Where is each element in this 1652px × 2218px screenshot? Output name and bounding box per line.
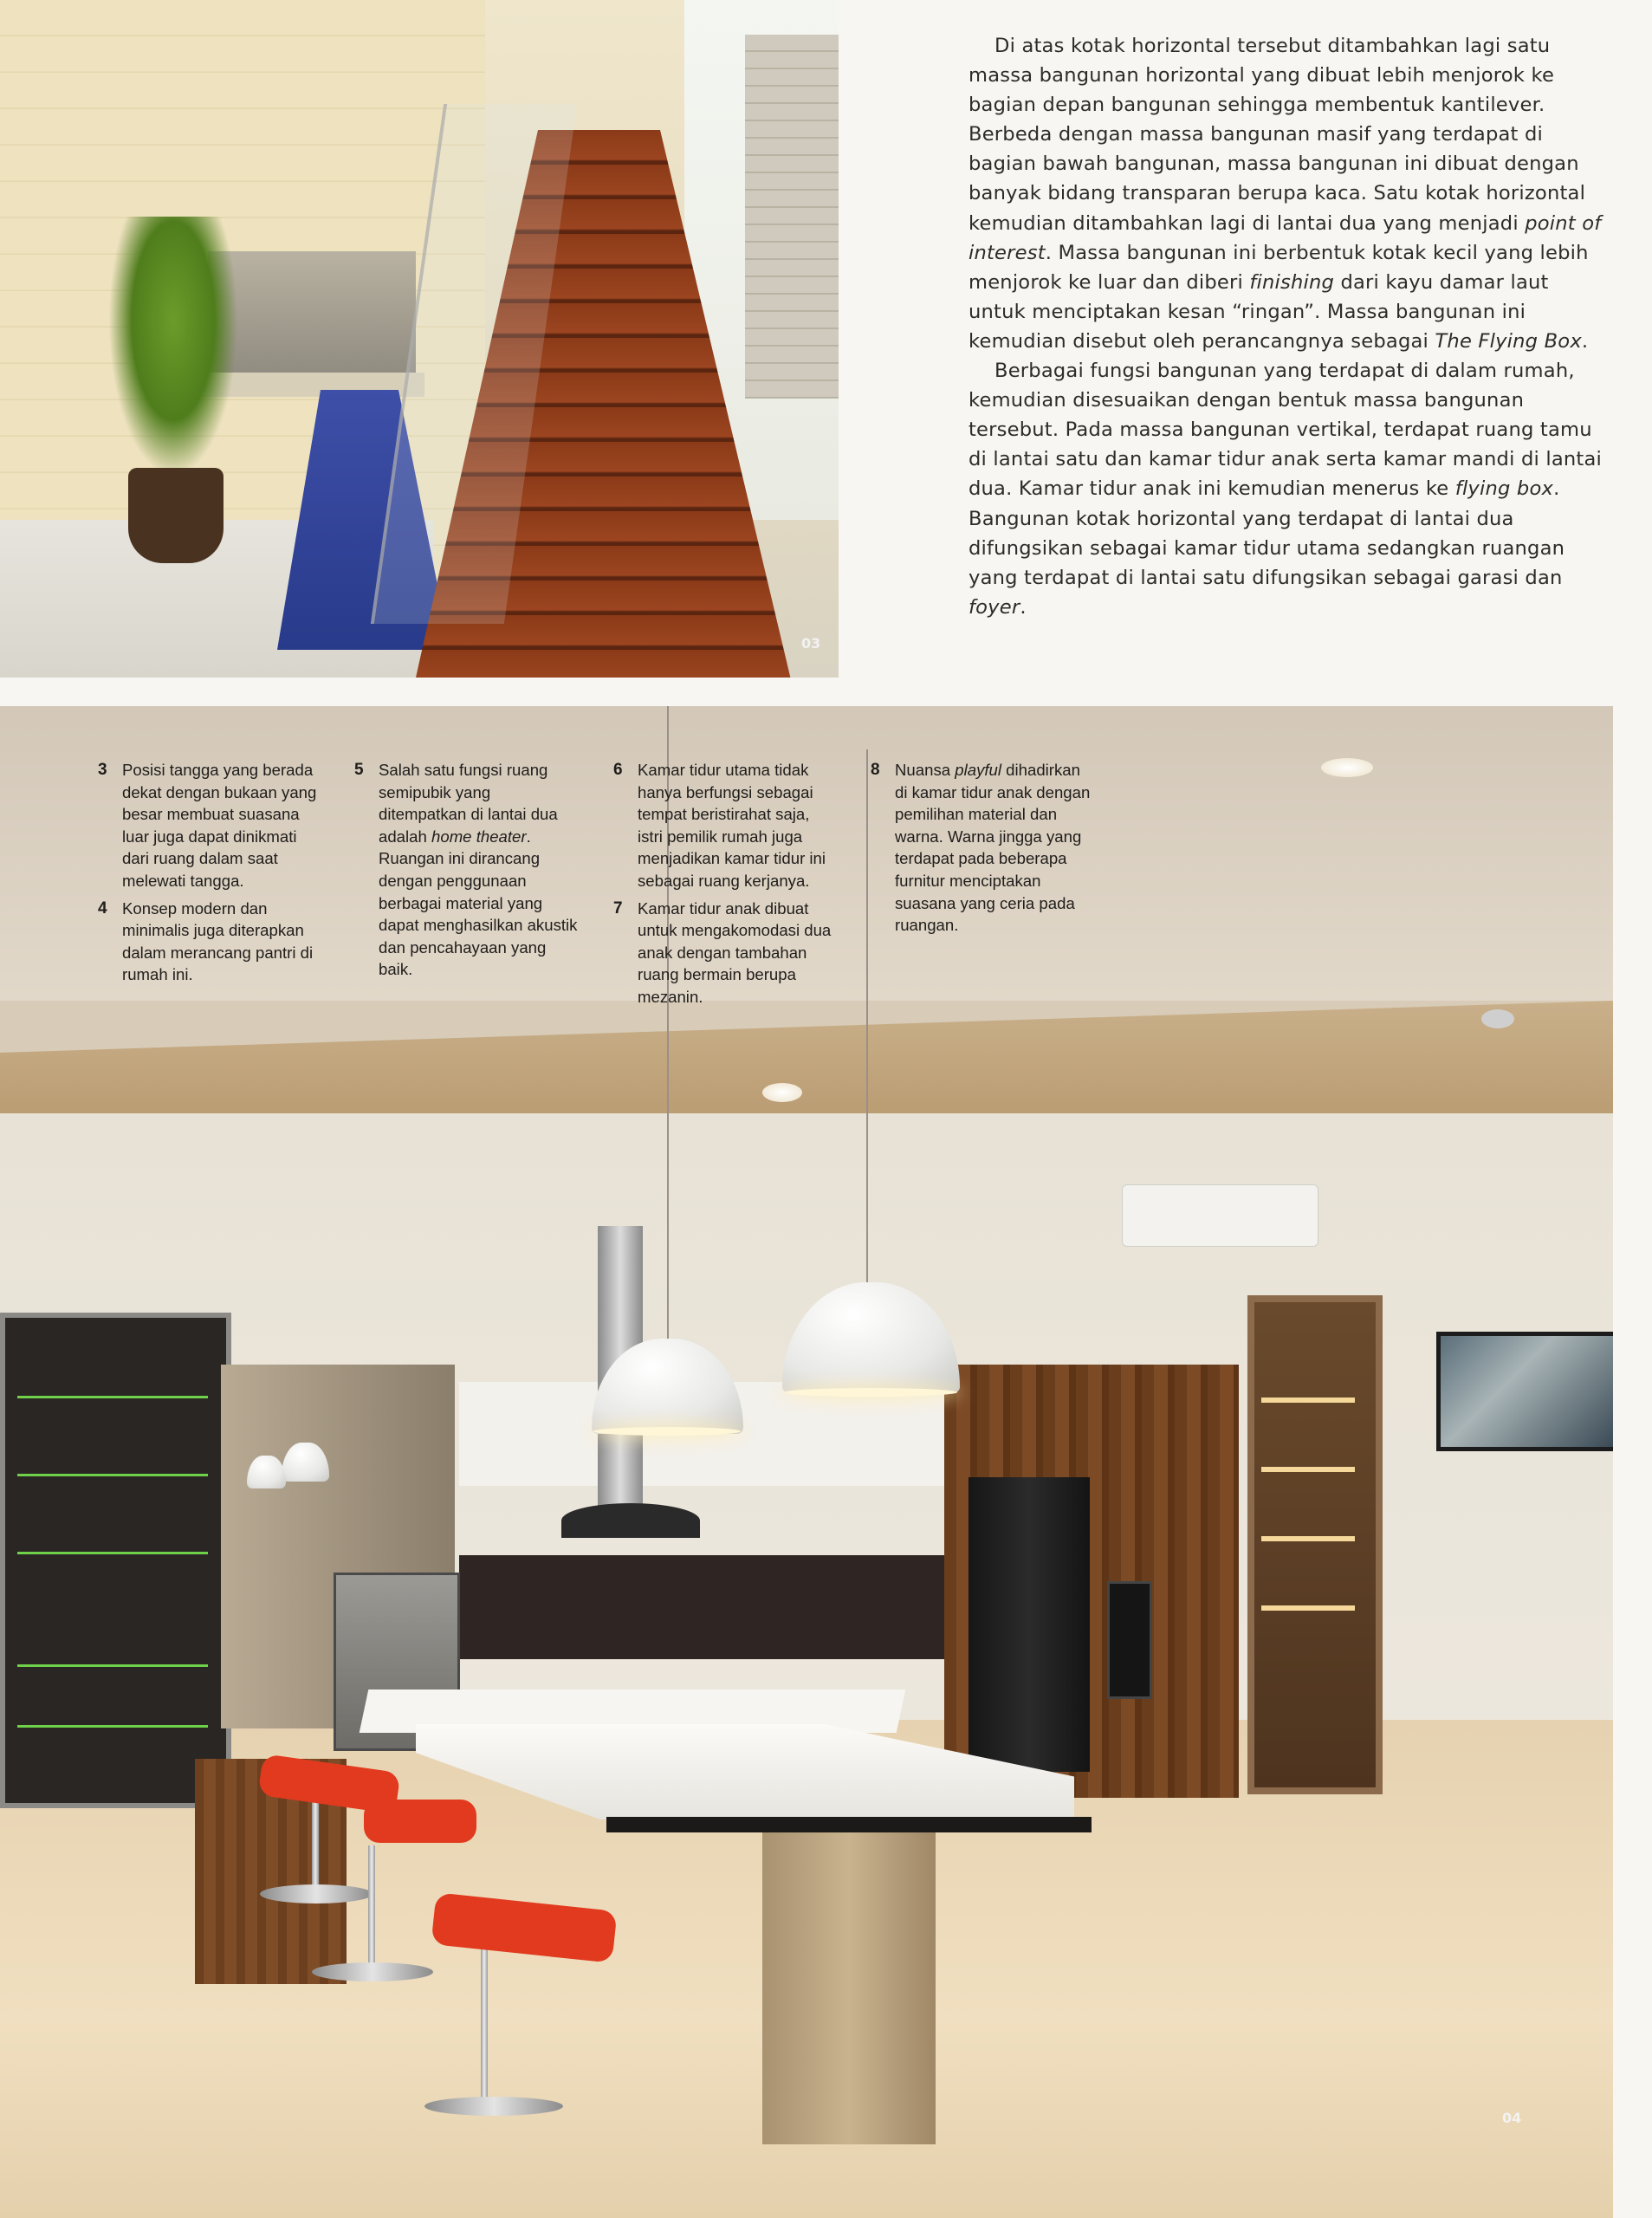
- kitchen-photo: [0, 706, 1613, 2218]
- air-conditioner: [1122, 1184, 1318, 1247]
- vanity-mirror: [208, 251, 416, 381]
- cabinet-shelf-light: [17, 1474, 208, 1476]
- article-paragraph-1: Di atas kotak horizontal tersebut ditambahkan lagi satu massa bangunan horizontal yang dibuat lebih menjorok ke bagian depan bangunan sehingga membentuk kantilever. Berbeda dengan massa bangunan masif yang terdapat di bagian bawah bangunan, massa bangunan ini dibuat dengan banyak bidang transparan berupa kaca. Satu kotak horizontal kemudian ditambahkan lagi di lantai dua yang menjadi point of interest. Massa bangunan ini berbentuk kotak kecil yang lebih menjorok ke luar dan diberi finishing dari kayu damar laut untuk menciptakan kesan “ringan”. Massa bangunan ini kemudian disebut oleh perancangnya sebagai The Flying Box.: [969, 35, 1602, 353]
- range-hood: [561, 1503, 700, 1538]
- caption-8: 8 Nuansa playful dihadirkan di kamar tidur anak dengan pemilihan material dan warna. Warna jingga yang terdapat pada beberapa furnitur menciptakan suasana yang ceria pada ruangan.: [871, 761, 1091, 935]
- refrigerator: [969, 1477, 1090, 1772]
- caption-6: 6 Kamar tidur utama tidak hanya berfungsi sebagai tempat beristirahat saja, istri pemilik rumah juga menjadikan kamar tidur ini sebagai ruang kerjanya.: [613, 761, 826, 890]
- backsplash: [459, 1555, 944, 1659]
- niche-shelf-light: [1261, 1605, 1355, 1611]
- caption-5: 5 Salah satu fungsi ruang semipubik yang ditempatkan di lantai dua adalah home theater. Ruangan ini dirancang dengan penggunaan berbagai material yang dapat menghasilkan akustik dan pencahayaan yang baik.: [354, 761, 578, 979]
- lit-display-niche: [1247, 1295, 1383, 1794]
- stool-base: [312, 1962, 433, 1981]
- caption-column-1: [98, 759, 321, 991]
- caption-column-3: [613, 759, 837, 1014]
- ceiling-soffit: [0, 1001, 1613, 1131]
- caption-3: 3 Posisi tangga yang berada dekat dengan bukaan yang besar membuat suasana luar juga dapat dinikmati dari ruang dalam saat melewati tangga.: [98, 761, 317, 890]
- cabinet-shelf-light: [17, 1664, 208, 1667]
- photo-number-04: 04: [1502, 2110, 1522, 2126]
- photo-number-03: 03: [801, 635, 821, 652]
- cabinet-shelf-light: [17, 1725, 208, 1728]
- wall-tv: [1436, 1332, 1613, 1451]
- ceiling-downlight: [762, 1083, 802, 1102]
- stool-base: [424, 2097, 563, 2116]
- staircase-photo: [0, 0, 839, 678]
- plant-pot: [128, 468, 224, 563]
- stone-wall: [745, 35, 839, 399]
- stool-base: [260, 1884, 373, 1903]
- table-edge: [606, 1817, 1092, 1832]
- article-body: [969, 31, 1610, 622]
- glass-display-cabinet: [0, 1313, 231, 1808]
- niche-shelf-light: [1261, 1467, 1355, 1472]
- pendant-light-glow: [784, 1388, 957, 1397]
- caption-7: 7 Kamar tidur anak dibuat untuk mengakomodasi dua anak dengan tambahan ruang bermain berupa mezanin.: [613, 898, 832, 1006]
- caption-column-4: [871, 759, 1094, 942]
- ceiling-speaker: [1481, 1009, 1514, 1028]
- article-paragraph-2: Berbagai fungsi bangunan yang terdapat di dalam rumah, kemudian disesuaikan dengan bentuk massa bangunan tersebut. Pada massa bangunan vertikal, terdapat ruang tamu di lantai satu dan kamar tidur anak serta kamar mandi di lantai dua. Kamar tidur anak ini kemudian menerus ke flying box. Bangunan kotak horizontal yang terdapat di lantai dua difungsikan sebagai kamar tidur utama sedangkan ruangan yang terdapat di lantai satu difungsikan sebagai garasi dan foyer.: [969, 360, 1602, 619]
- red-stool-seat: [364, 1800, 476, 1843]
- water-dispenser: [1107, 1581, 1152, 1699]
- caption-4: 4 Konsep modern dan minimalis juga diterapkan dalam merancang pantri di rumah ini.: [98, 898, 314, 984]
- pendant-cord: [866, 749, 868, 1295]
- niche-shelf-light: [1261, 1536, 1355, 1541]
- ceiling-downlight: [1321, 758, 1373, 777]
- cabinet-shelf-light: [17, 1396, 208, 1398]
- niche-shelf-light: [1261, 1398, 1355, 1403]
- plant-leaves: [108, 217, 238, 477]
- cabinet-shelf-light: [17, 1552, 208, 1554]
- stool-pole: [368, 1845, 375, 1967]
- caption-column-2: [354, 759, 578, 986]
- table-base: [762, 1832, 936, 2144]
- pendant-light-glow: [593, 1427, 741, 1436]
